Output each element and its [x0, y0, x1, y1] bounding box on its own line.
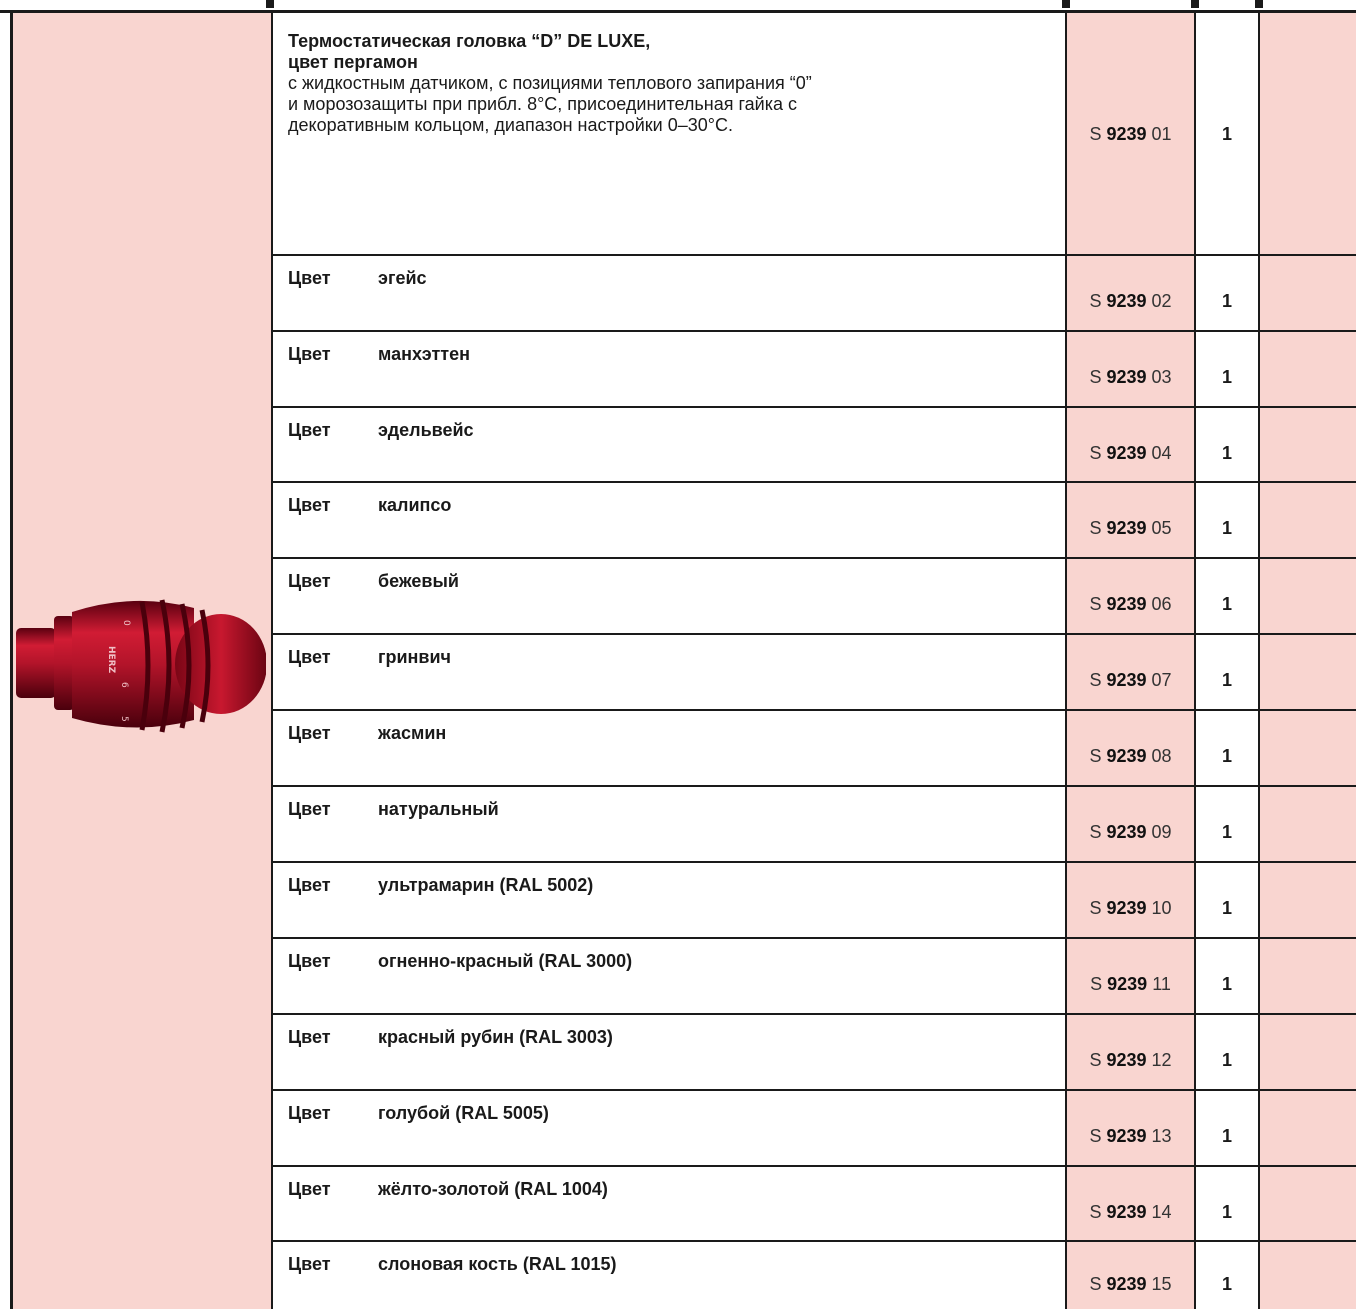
color-label: Цвет	[288, 268, 331, 288]
column-divider	[271, 13, 273, 1309]
article-code: S 9239 12	[1089, 1050, 1172, 1070]
article-code: S 9239 02	[1089, 291, 1172, 311]
article-code: S 9239 15	[1089, 1274, 1172, 1294]
article-code: S 9239 13	[1089, 1126, 1172, 1146]
color-name: эдельвейс	[378, 420, 474, 440]
row-divider	[273, 1240, 1356, 1242]
article-code: S 9239 14	[1089, 1202, 1172, 1222]
article-code: S 9239 03	[1089, 367, 1172, 387]
quantity: 1	[1221, 367, 1232, 387]
color-name: ультрамарин (RAL 5002)	[378, 875, 594, 895]
row-divider	[273, 1013, 1356, 1015]
column-divider	[1194, 13, 1196, 1309]
row-divider	[273, 861, 1356, 863]
color-label: Цвет	[288, 495, 331, 515]
svg-text:HERZ: HERZ	[106, 646, 116, 674]
color-name: бежевый	[378, 571, 459, 591]
color-label: Цвет	[288, 723, 331, 743]
quantity: 1	[1221, 1126, 1232, 1146]
quantity: 1	[1221, 291, 1232, 311]
column-divider	[1065, 13, 1067, 1309]
article-code: S 9239 05	[1089, 518, 1172, 538]
row-divider	[273, 1165, 1356, 1167]
top-rule	[0, 10, 1356, 13]
header-tick	[1255, 0, 1263, 8]
row-divider	[273, 557, 1356, 559]
color-name: гринвич	[378, 647, 452, 667]
color-name: жёлто-золотой (RAL 1004)	[378, 1179, 608, 1199]
row-divider	[273, 330, 1356, 332]
color-label: Цвет	[288, 344, 331, 364]
article-code: S 9239 10	[1089, 898, 1172, 918]
thermostat-head-image	[14, 590, 266, 740]
row-divider	[273, 937, 1356, 939]
color-name: слоновая кость (RAL 1015)	[378, 1254, 617, 1274]
color-name: голубой (RAL 5005)	[378, 1103, 549, 1123]
color-label: Цвет	[288, 1254, 331, 1274]
quantity: 1	[1221, 898, 1232, 918]
color-label: Цвет	[288, 1027, 331, 1047]
row-divider	[273, 633, 1356, 635]
color-label: Цвет	[288, 875, 331, 895]
header-tick	[266, 0, 274, 8]
color-name: натуральный	[378, 799, 499, 819]
article-code: S 9239 07	[1089, 670, 1172, 690]
color-name: эгейс	[378, 268, 427, 288]
description-line: и морозозащиты при прибл. 8°C, присоединительная гайка с	[288, 94, 798, 114]
color-name: огненно-красный (RAL 3000)	[378, 951, 633, 971]
quantity: 1	[1221, 518, 1232, 538]
color-name: красный рубин (RAL 3003)	[378, 1027, 613, 1047]
color-name: жасмин	[378, 723, 447, 743]
description-line: декоративным кольцом, диапазон настройки 0–30°C.	[288, 115, 733, 135]
color-name: манхэттен	[378, 344, 470, 364]
color-label: Цвет	[288, 951, 331, 971]
row-divider	[273, 406, 1356, 408]
color-name: калипсо	[378, 495, 452, 515]
header-tick	[1191, 0, 1199, 8]
color-label: Цвет	[288, 1179, 331, 1199]
quantity: 1	[1221, 822, 1232, 842]
article-code: S 9239 06	[1089, 594, 1172, 614]
row-divider	[273, 709, 1356, 711]
color-label: Цвет	[288, 1103, 331, 1123]
color-label: Цвет	[288, 799, 331, 819]
quantity: 1	[1221, 1274, 1232, 1294]
extra-column	[1260, 13, 1356, 1309]
quantity: 1	[1221, 670, 1232, 690]
quantity: 1	[1221, 746, 1232, 766]
collar	[54, 616, 74, 710]
connector-nut	[16, 628, 56, 698]
left-rule	[10, 10, 13, 1309]
color-label: Цвет	[288, 571, 331, 591]
article-code: S 9239 01	[1089, 124, 1172, 144]
code-column	[1067, 13, 1194, 1309]
svg-text:5: 5	[119, 716, 129, 722]
article-code: S 9239 11	[1090, 974, 1171, 994]
column-divider	[1258, 13, 1260, 1309]
article-code: S 9239 08	[1089, 746, 1172, 766]
article-code: S 9239 04	[1089, 443, 1172, 463]
quantity: 1	[1221, 594, 1232, 614]
svg-text:6: 6	[119, 682, 129, 688]
svg-text:0: 0	[121, 620, 131, 626]
row-divider	[273, 481, 1356, 483]
header-tick	[1062, 0, 1070, 8]
quantity: 1	[1221, 1050, 1232, 1070]
color-label: Цвет	[288, 420, 331, 440]
quantity: 1	[1221, 974, 1232, 994]
quantity: 1	[1221, 124, 1232, 144]
row-divider	[273, 254, 1356, 256]
product-title: Термостатическая головка “D” DE LUXE,	[288, 31, 651, 51]
row-divider	[273, 785, 1356, 787]
main-description	[288, 31, 812, 136]
row-divider	[273, 1089, 1356, 1091]
description-line: с жидкостным датчиком, с позициями теплового запирания “0”	[288, 73, 812, 93]
quantity: 1	[1221, 443, 1232, 463]
article-code: S 9239 09	[1089, 822, 1172, 842]
product-subtitle: цвет пергамон	[288, 52, 418, 72]
color-label: Цвет	[288, 647, 331, 667]
quantity: 1	[1221, 1202, 1232, 1222]
